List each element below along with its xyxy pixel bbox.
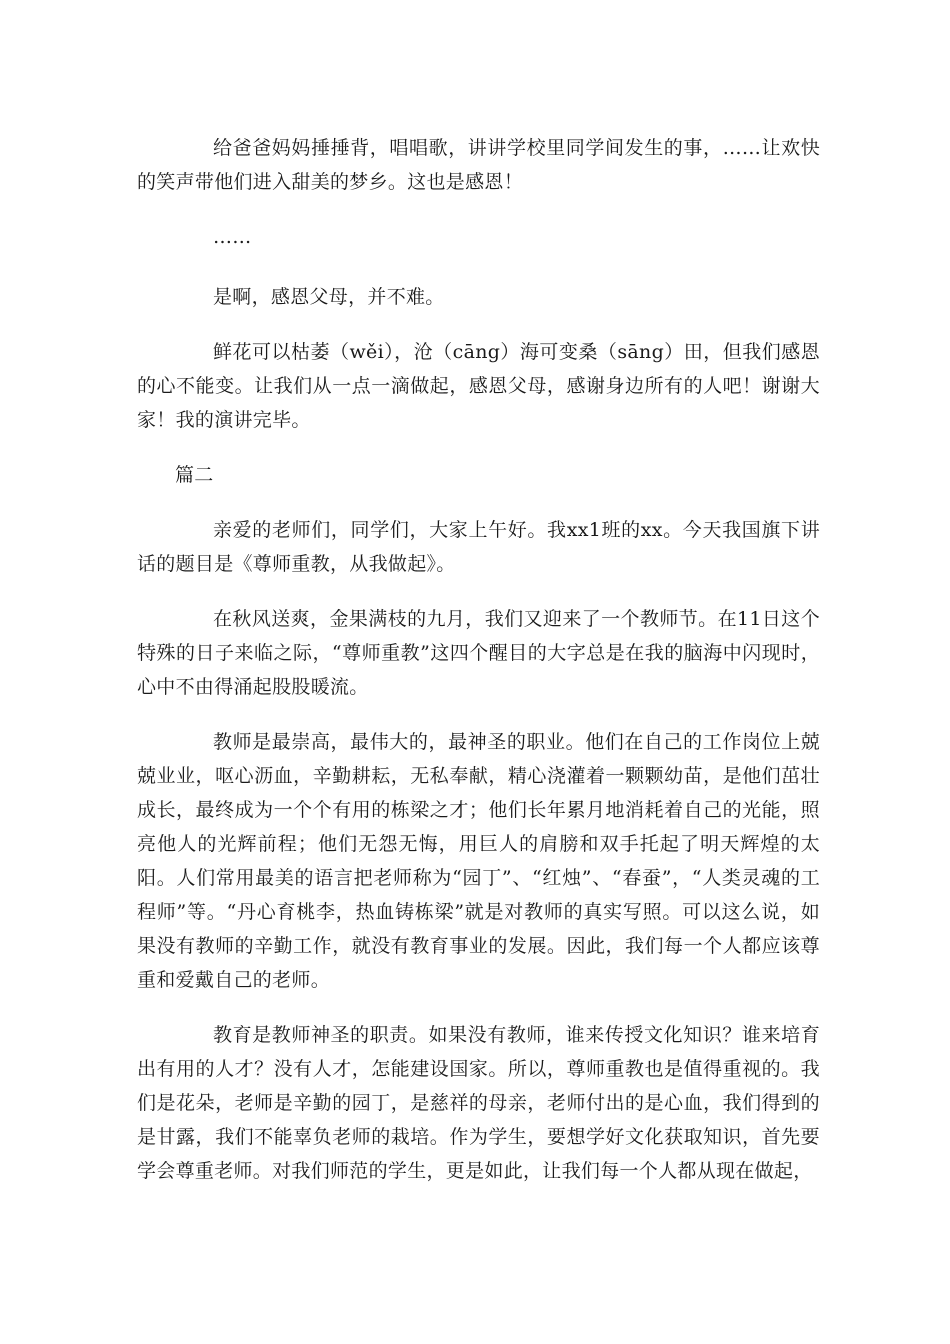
paragraph-gratitude-actions: 给爸爸妈妈捶捶背，唱唱歌，讲讲学校里同学间发生的事，……让欢快的笑声带他们进入甜美的梦乡。这也是感恩！ [137, 137, 820, 193]
paragraph-speech-closing: 鲜花可以枯萎（wěi），沧（cāng）海可变桑（sāng）田，但我们感恩的心不能变。让我们从一点一滴做起，感恩父母，感谢身边所有的人吧！谢谢大家！我的演讲完毕。 [137, 341, 820, 431]
paragraph-teachers-day: 在秋风送爽，金果满枝的九月，我们又迎来了一个教师节。在11日这个特殊的日子来临之际，“尊师重教”这四个醒目的大字总是在我的脑海中闪现时，心中不由得涌起股股暖流。 [137, 608, 820, 698]
paragraph-teacher-profession: 教师是最崇高，最伟大的，最神圣的职业。他们在自己的工作岗位上兢兢业业，呕心沥血，辛勤耕耘，无私奉献，精心浇灌着一颗颗幼苗，是他们茁壮成长，最终成为一个个有用的栋梁之才；他们长年累月地消耗着自己的光能，照亮他人的光辉前程；他们无怨无悔，用巨人的肩膀和双手托起了明天辉煌的太阳。人们常用最美的语言把老师称为“园丁”、“红烛”、“春蚕”，“人类灵魂的工程师”等。“丹心育桃李，热血铸栋梁”就是对教师的真实写照。可以这么说，如果没有教师的辛勤工作，就没有教育事业的发展。因此，我们每一个人都应该尊重和爱戴自己的老师。 [137, 731, 820, 991]
paragraph-gratitude-easy: 是啊，感恩父母，并不难。 [213, 286, 445, 308]
section-title: 篇二 [175, 464, 214, 486]
paragraph-greeting: 亲爱的老师们，同学们，大家上午好。我xx1班的xx。今天我国旗下讲话的题目是《尊师重教，从我做起》。 [137, 519, 820, 575]
document-body [137, 131, 820, 1209]
paragraph-education-duty: 教育是教师神圣的职责。如果没有教师，谁来传授文化知识？谁来培育出有用的人才？没有人才，怎能建设国家。所以，尊师重教也是值得重视的。我们是花朵，老师是辛勤的园丁，是慈祥的母亲，老师付出的是心血，我们得到的是甘露，我们不能辜负老师的栽培。作为学生，要想学好文化获取知识，首先要学会尊重老师。对我们师范的学生，更是如此，让我们每一个人都从现在做起， [137, 1024, 820, 1182]
paragraph-ellipsis: …… [213, 226, 252, 248]
